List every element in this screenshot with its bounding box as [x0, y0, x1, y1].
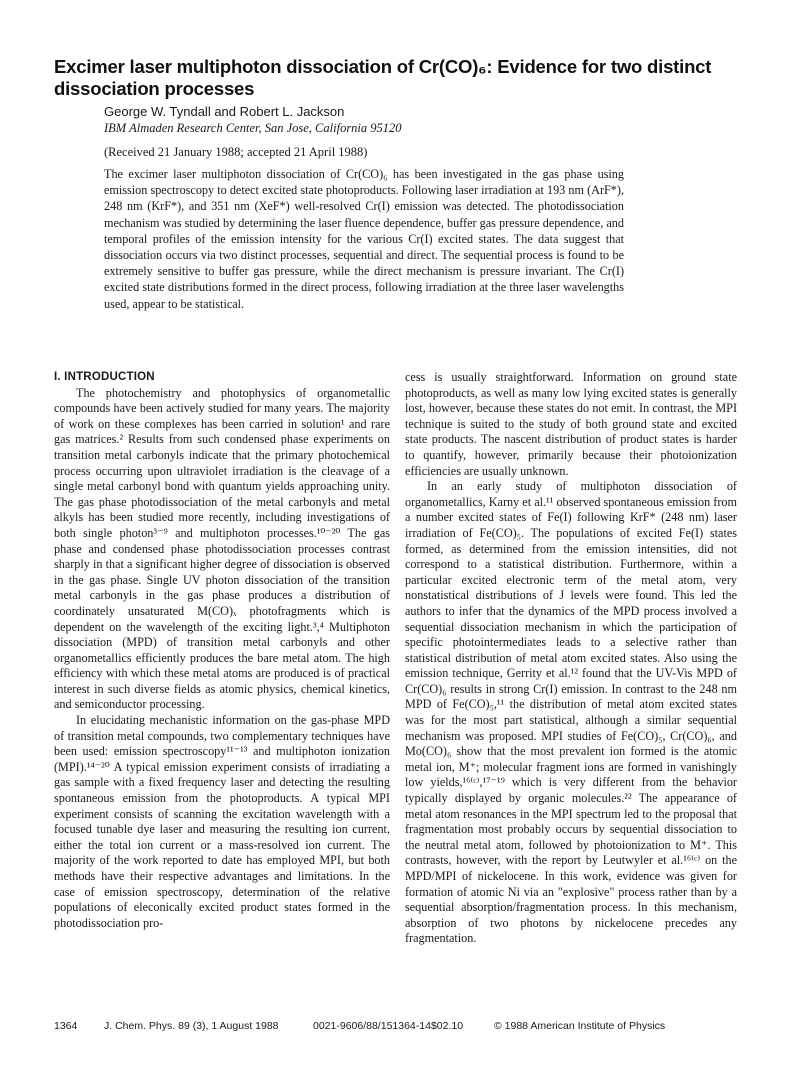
right-column	[405, 370, 737, 947]
article-title: Excimer laser multiphoton dissociation of Cr(CO)₆: Evidence for two distinct dissociation processes	[54, 56, 712, 99]
journal-citation: J. Chem. Phys. 89 (3), 1 August 1988	[104, 1020, 279, 1032]
paragraph: In elucidating mechanistic information on the gas-phase MPD of transition metal compounds, two complementary techniques have been used: emission spectroscopy¹¹⁻¹³ and multiphoton ionization (MPI).¹⁴⁻²⁰ A typical emission experiment consists of irradiating a gas sample with a fixed frequency laser and detecting the resulting spontaneous emission from the photoproducts. A typical MPI experiment consists of scanning the excitation wavelength with a focused tunable dye laser and measuring the resulting ion current, either the total ion current or a mass-resolved ion current. The majority of the work reported to date has employed MPI, but both methods have their respective advantages and limitations. In the case of emission spectroscopy, determination of the relative populations of eleconically excited product states formed in the photodissociation pro-	[54, 713, 390, 930]
received-dates: (Received 21 January 1988; accepted 21 April 1988)	[104, 145, 368, 159]
paragraph: cess is usually straightforward. Information on ground state photoproducts, as well as many low lying excited states is generally lost, however, because these states do not emit. In contrast, the MPI technique is suited to the study of both ground state and excited state products. The nascent distribution of product states is harder to quantify, however, primarily because their photoionization efficiencies are usually unknown.	[405, 370, 737, 478]
affiliation: IBM Almaden Research Center, San Jose, California 95120	[104, 121, 402, 135]
paragraph: The photochemistry and photophysics of organometallic compounds have been actively studied for many years. The majority of work on these complexes has been carried in solution¹ and rare gas matrices.² Results from such condensed phase experiments on transition metal carbonyls indicate that the primary photochemical process occurring upon ultraviolet irradiation is the cleavage of a single metal carbonyl bond with quantum yields approaching unity. The gas phase photodissociation of the metal carbonyls and metal alkyls has been studied more recently, including investigations of both single photon³⁻⁹ and multiphoton processes.¹⁰⁻²⁰ The gas phase and condensed phase photodissociation processes contrast sharply in that a significant higher degree of dissociation is observed in the gas phase. Single UV photon dissociation of the transition metal carbonyls in the gas phase produces a distribution of coordinately unsaturated M(CO)ₓ photofragments which is dependent on the wavelength of the exciting light.³,⁴ Multiphoton dissociation (MPD) of transition metal carbonyls and other organometallics efficiently produces the bare metal atom. The high efficiency with which these metal atoms are produced is of practical interest in such diverse fields as atomic physics, chemical kinetics, and semiconductor processing.	[54, 385, 390, 712]
article-code: 0021-9606/88/151364-14$02.10	[313, 1020, 464, 1032]
abstract: The excimer laser multiphoton dissociation of Cr(CO)₆ has been investigated in the gas phase using emission spectroscopy to detect excited state photoproducts. Following laser irradiation at 193 nm (ArF*), 248 nm (KrF*), and 351 nm (XeF*) well-resolved Cr(I) emission was detected. The photodissociation mechanism was studied by determining the laser fluence dependence, buffer gas pressure dependence, and temporal profiles of the emission intensity for the various Cr(I) excited states. The data suggest that dissociation occurs via two distinct processes, sequential and direct. The sequential process is found to be extremely sensitive to buffer gas pressure, while the direct mechanism is pressure invariant. The Cr(I) excited state distributions formed in the direct process, following irradiation at the three laser wavelengths used, appear to be statistical.	[104, 167, 624, 311]
left-column	[54, 370, 390, 931]
copyright: © 1988 American Institute of Physics	[494, 1020, 666, 1032]
page-number: 1364	[54, 1020, 78, 1032]
section-heading: I. INTRODUCTION	[54, 371, 155, 383]
page-footer	[0, 1020, 787, 1036]
authors: George W. Tyndall and Robert L. Jackson	[104, 104, 345, 119]
paragraph: In an early study of multiphoton dissociation of organometallics, Karny et al.¹¹ observed spontaneous emission from a number excited states of Fe(I) following KrF* (248 nm) laser irradiation of Fe(CO)₅. The populations of excited Fe(I) states formed, as determined from the emission intensities, did not correspond to a statistical distribution. Furthermore, within a particular excited electronic term of the metal atom, very nonstatistical distributions of J levels were found. This led the authors to infer that the dynamics of the MPD process involved a sequential dissociation mechanism in which the participation of specific photointermediates leads to a selective rather than statistical distribution of metal atom excited states. Also using the emission technique, Gerrity et al.¹² found that the UV-Vis MPD of Cr(CO)₆ results in strong Cr(I) emission. In contrast to the 248 nm MPD of Fe(CO)₅,¹¹ the distribution of metal atom excited states was for the most part statistical, although a similar sequential mechanism was proposed. MPI studies of Fe(CO)₅, Cr(CO)₆, and Mo(CO)₆ show that the most prevalent ion formed is the atomic metal ion, M⁺; molecular fragment ions are formed in vanishingly low yields,¹⁶⁽ᶜ⁾,¹⁷⁻¹⁹ which is very different from the behavior typically displayed by organic molecules.²² The appearance of metal atom resonances in the MPI spectrum led to the proposal that fragmentation most probably occurs by sequential dissociation to the neutral metal atom, followed by photoionization to M⁺. This contrasts, however, with the report by Leutwyler et al.¹⁶⁽ᶜ⁾ on the MPD/MPI of nickelocene. In this work, evidence was given for formation of atomic Ni via an "explosive" process rather than by a sequential absorption/fragmentation process. In this mechanism, absorption of two photons by nickelocene precedes any fragmentation.	[405, 479, 737, 946]
